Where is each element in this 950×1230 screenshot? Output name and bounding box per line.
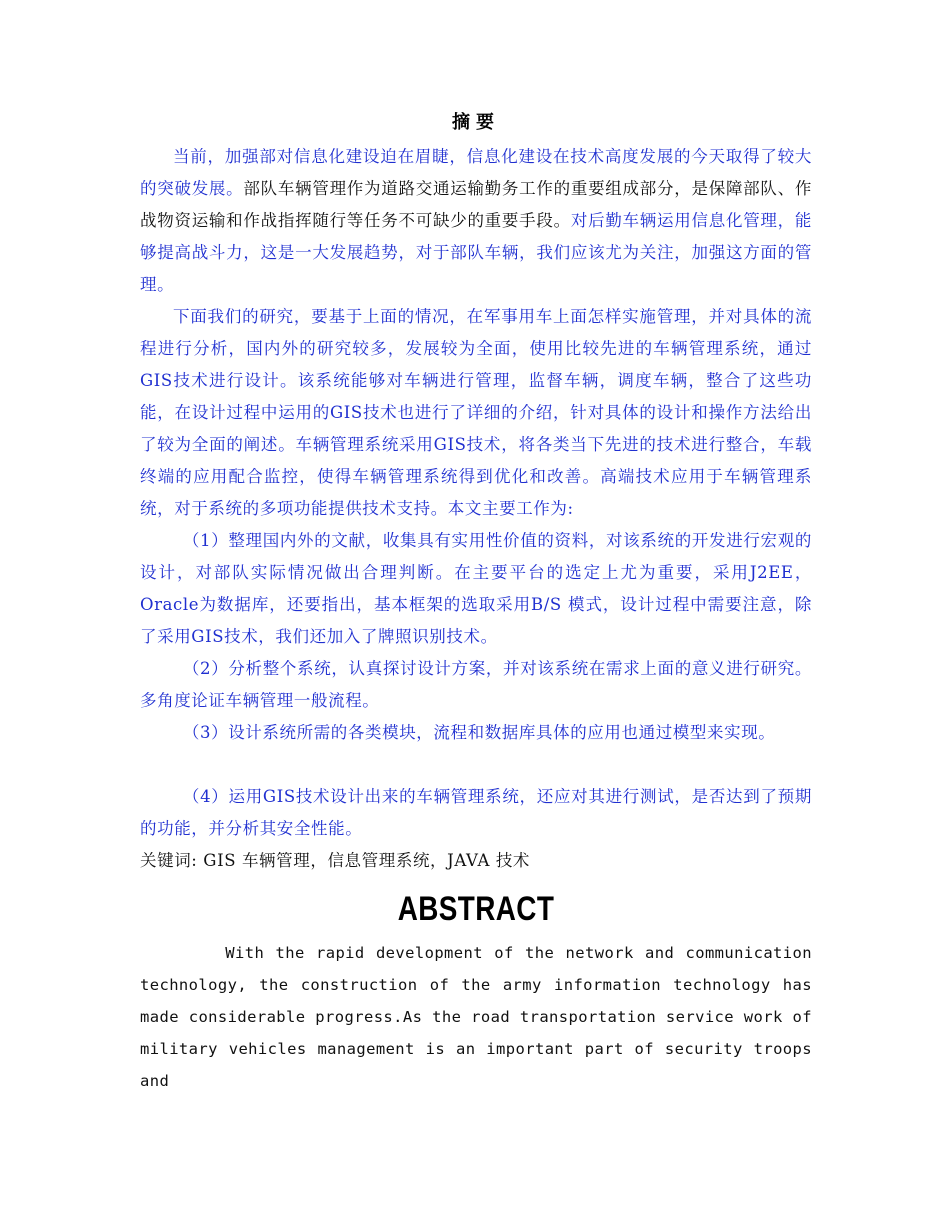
work-item-2: （2）分析整个系统，认真探讨设计方案，并对该系统在需求上面的意义进行研究。多角度论证车辆管理一般流程。 <box>140 659 812 710</box>
document-page <box>140 105 812 1097</box>
keywords-line: 关键词: GIS 车辆管理，信息管理系统，JAVA 技术 <box>140 851 531 870</box>
work-item-4: （4）运用GIS技术设计出来的车辆管理系统，还应对其进行测试，是否达到了预期的功能，并分析其安全性能。 <box>140 787 812 838</box>
work-item-3: （3）设计系统所需的各类模块，流程和数据库具体的应用也通过模型来实现。 <box>182 723 776 742</box>
paragraph-1-blue-segment-b: 对后勤车辆运用信息化管理，能够提高战斗力，这是一大发展趋势，对于部队车辆，我们应该尤为关注，加强这方面的管理。 <box>140 211 813 294</box>
abstract-en-title: ABSTRACT <box>397 890 555 928</box>
work-item-1: （1）整理国内外的文献，收集具有实用性价值的资料，对该系统的开发进行宏观的设计，对部队实际情况做出合理判断。在主要平台的选定上尤为重要，采用J2EE，Oracle为数据库，还要指出，基本框架的选取采用B/S 模式，设计过程中需要注意，除了采用GIS技术，我们还加入了牌照识别技术。 <box>140 531 812 646</box>
paragraph-1-blue-segment-a: 当前，加强部对信息化建设迫在眉睫，信息化建设在技术高度发展的今天取得了较大的突破发展。 <box>140 147 812 198</box>
abstract-cn-title: 摘要 <box>452 112 500 133</box>
paragraph-1-black-segment: 部队车辆管理作为道路交通运输勤务工作的重要组成部分，是保障部队、作战物资运输和作战指挥随行等任务不可缺少的重要手段。 <box>140 179 812 230</box>
abstract-cn-paragraph-2: 下面我们的研究，要基于上面的情况，在军事用车上面怎样实施管理，并对具体的流程进行分析，国内外的研究较多，发展较为全面，使用比较先进的车辆管理系统，通过GIS技术进行设计。该系统能够对车辆进行管理，监督车辆，调度车辆，整合了这些功能，在设计过程中运用的GIS技术也进行了详细的介绍，针对具体的设计和操作方法给出了较为全面的阐述。车辆管理系统采用GIS技术，将各类当下先进的技术进行整合，车载终端的应用配合监控，使得车辆管理系统得到优化和改善。高端技术应用于车辆管理系统，对于系统的多项功能提供技术支持。本文主要工作为: <box>140 307 812 518</box>
abstract-en-body: With the rapid development of the network and communication technology, the construction of the army information technology has made considerable progress.As the road transportation service work of military vehicles management is an important part of security troops and <box>140 944 812 1090</box>
abstract-cn-paragraph-1 <box>140 141 812 301</box>
